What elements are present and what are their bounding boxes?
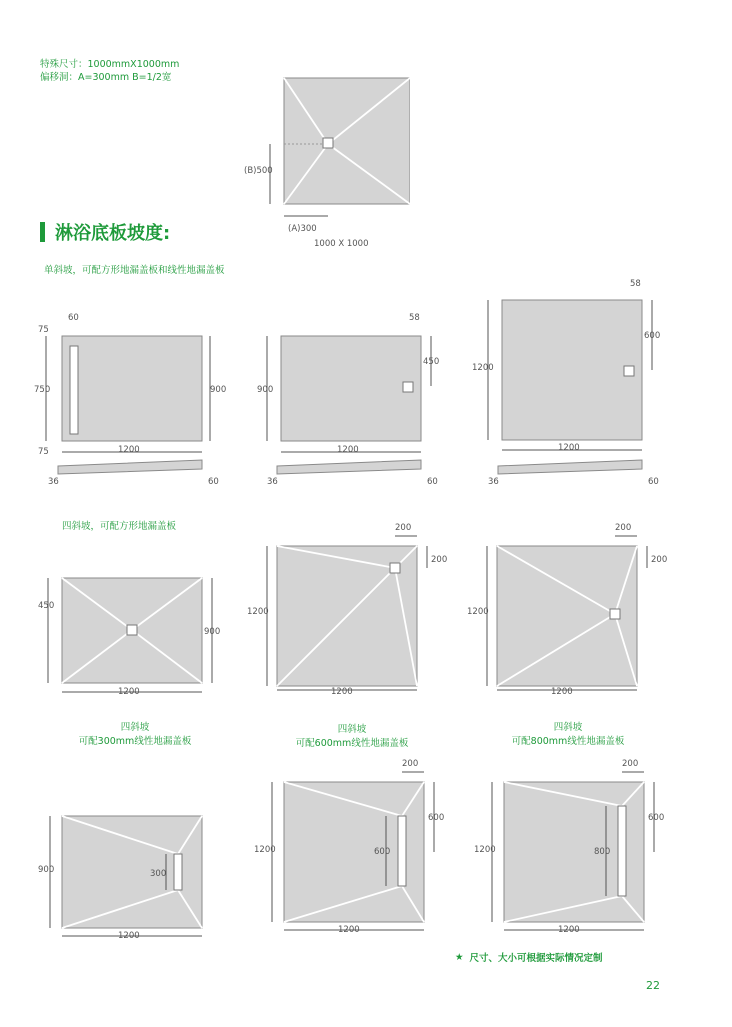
four-slope-diagram-2 — [245, 518, 460, 700]
dim-top: 200 — [395, 523, 412, 533]
dim-half-height: 450 — [38, 601, 55, 611]
dim-width: 1200 — [338, 925, 360, 935]
four-slope-diagram-3 — [465, 518, 680, 700]
section-title — [40, 219, 170, 245]
dim-top: 200 — [615, 523, 632, 533]
dim-right: 200 — [431, 555, 448, 565]
dim-drain: 800 — [594, 847, 611, 857]
dim-width: 1200 — [337, 445, 359, 455]
dim-right-h: 600 — [644, 331, 661, 341]
dim-top-gap: 60 — [68, 313, 79, 323]
dim-height: 900 — [210, 385, 227, 395]
dim-height: 1200 — [247, 607, 269, 617]
star-icon: ★ — [455, 951, 464, 963]
dim-top-left: 75 — [38, 325, 49, 335]
dim-height: 900 — [257, 385, 274, 395]
dim-right-w: 58 — [630, 279, 641, 289]
dim-drain: 300 — [150, 869, 167, 879]
dim-right: 200 — [651, 555, 668, 565]
dim-side-bot: 75 — [38, 447, 49, 457]
section-title-text: 淋浴底板坡度: — [55, 223, 171, 244]
single-slope-caption: 单斜坡，可配方形地漏盖板和线性地漏盖板 — [44, 265, 225, 276]
dim-width: 1200 — [551, 687, 573, 697]
title-bar — [40, 222, 45, 242]
dim-height: 900 — [204, 627, 221, 637]
profile-right: 60 — [427, 477, 438, 487]
offset-hole-line: 偏移洞：A=300mm B=1/2宽 — [40, 72, 172, 83]
profile-left: 36 — [267, 477, 278, 487]
dim-height: 1200 — [474, 845, 496, 855]
dim-right: 600 — [428, 813, 445, 823]
dim-height: 1200 — [254, 845, 276, 855]
linear-diagram-2 — [248, 758, 458, 940]
single-slope-diagram-2 — [255, 306, 455, 491]
special-size-line: 特殊尺寸：1000mmX1000mm — [40, 59, 180, 70]
profile-right: 60 — [648, 477, 659, 487]
dim-width: 1200 — [558, 443, 580, 453]
page-number: 22 — [646, 979, 660, 992]
profile-left: 36 — [48, 477, 59, 487]
footnote — [455, 950, 603, 964]
dim-width: 1200 — [331, 687, 353, 697]
single-slope-diagram-1 — [30, 306, 230, 491]
dim-width: 1200 — [118, 445, 140, 455]
dim-height: 900 — [38, 865, 55, 875]
caption-line: 可配600mm线性地漏盖板 — [295, 738, 409, 749]
caption-line: 四斜坡 — [553, 722, 583, 733]
dim-right-h: 450 — [423, 357, 440, 367]
dim-width: 1200 — [558, 925, 580, 935]
b-dimension-label: (B)500 — [244, 166, 273, 176]
top-size-diagram — [240, 72, 410, 252]
profile-left: 36 — [488, 477, 499, 487]
linear-caption-1 — [50, 721, 220, 749]
dim-height: 1200 — [467, 607, 489, 617]
linear-diagram-1 — [36, 808, 226, 946]
four-slope-caption: 四斜坡，可配方形地漏盖板 — [62, 521, 177, 532]
footnote-text: 尺寸、大小可根据实际情况定制 — [469, 953, 603, 964]
caption-line: 可配300mm线性地漏盖板 — [78, 736, 192, 747]
caption-line: 四斜坡 — [120, 722, 150, 733]
linear-diagram-3 — [468, 758, 678, 940]
dim-right: 600 — [648, 813, 665, 823]
a-dimension-label: (A)300 — [288, 224, 317, 234]
caption-line: 可配800mm线性地漏盖板 — [511, 736, 625, 747]
profile-right: 60 — [208, 477, 219, 487]
dim-top: 200 — [622, 759, 639, 769]
single-slope-diagram-3 — [470, 278, 680, 491]
linear-caption-2 — [262, 723, 442, 751]
dim-drain: 600 — [374, 847, 391, 857]
dim-width: 1200 — [118, 687, 140, 697]
dim-side-mid: 750 — [34, 385, 51, 395]
size-label: 1000 X 1000 — [314, 239, 369, 249]
dim-right-w: 58 — [409, 313, 420, 323]
dim-top: 200 — [402, 759, 419, 769]
linear-caption-3 — [478, 721, 658, 749]
dim-width: 1200 — [118, 931, 140, 941]
four-slope-diagram-1 — [36, 570, 226, 702]
caption-line: 四斜坡 — [337, 724, 367, 735]
dim-height: 1200 — [472, 363, 494, 373]
